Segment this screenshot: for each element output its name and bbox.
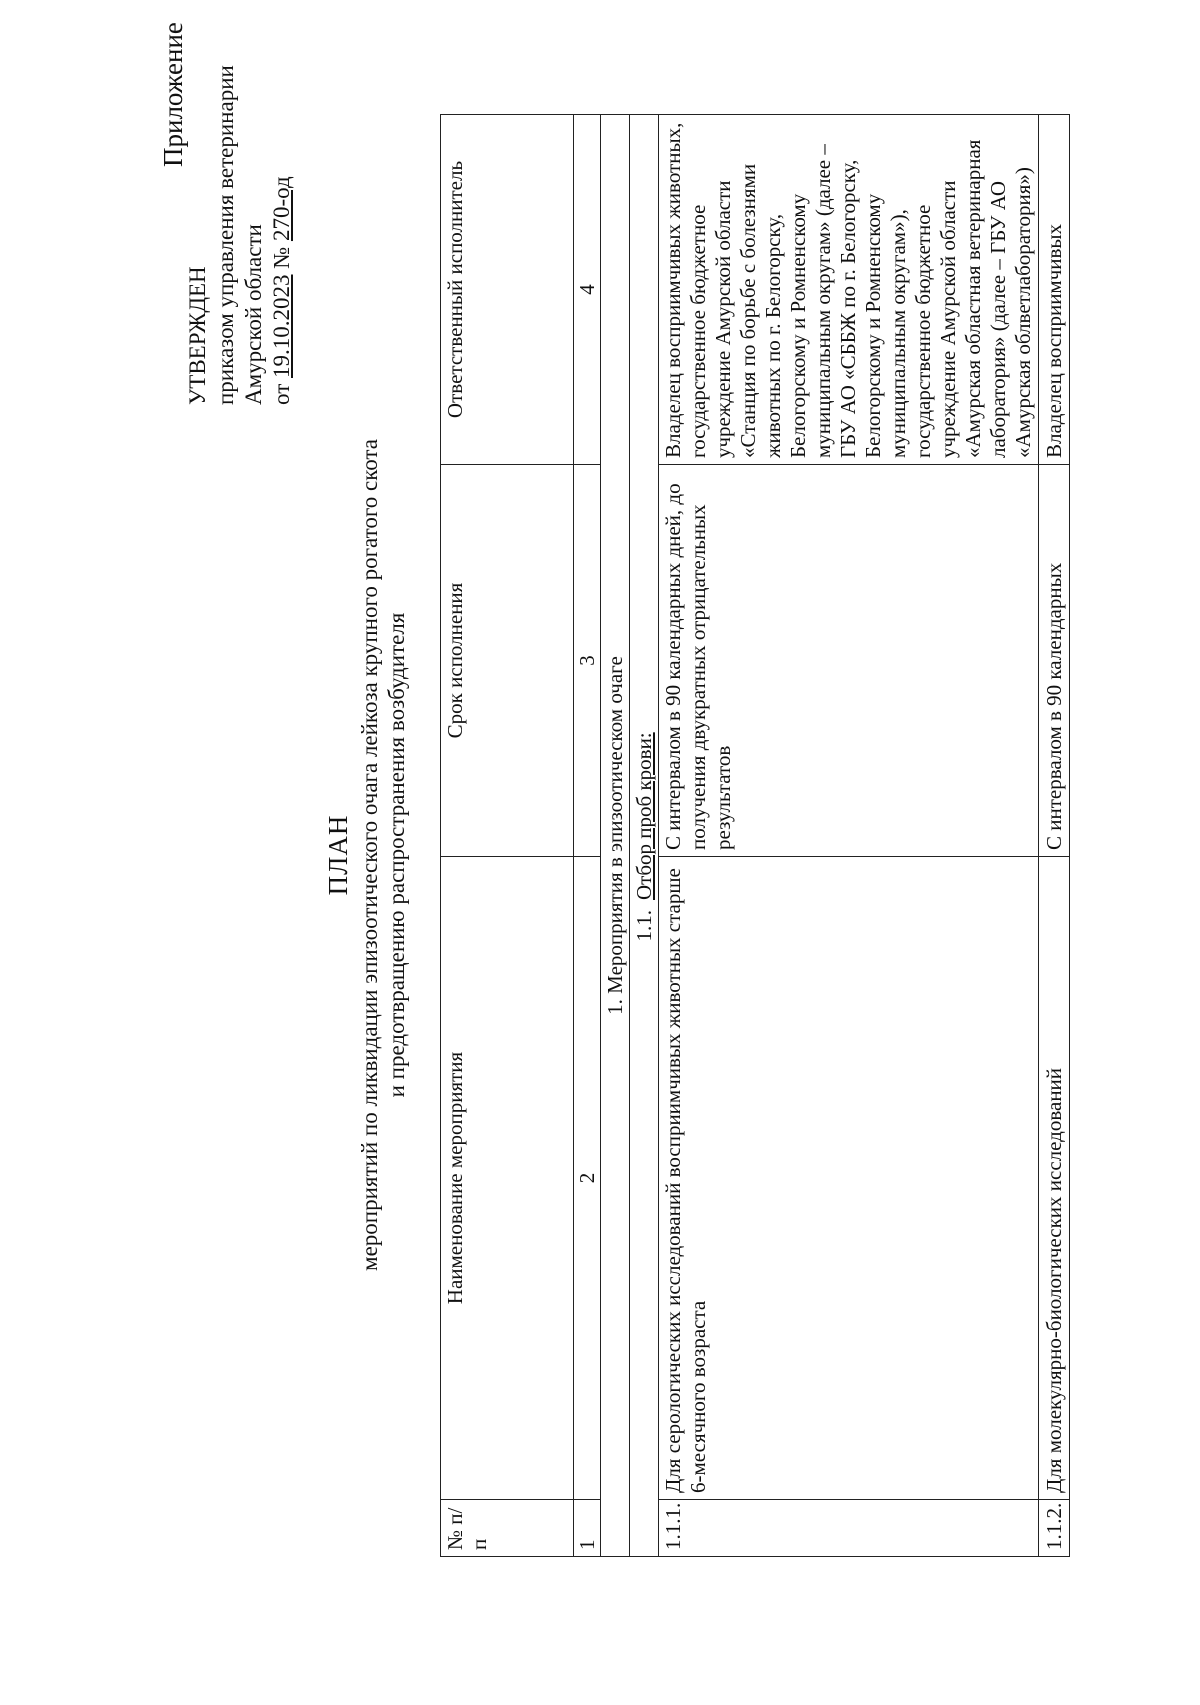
- table-header-row: [441, 115, 574, 1557]
- section-row: [601, 115, 630, 1557]
- row-name: Для серологических исследований восприимчивых животных старше 6-месячного возраста: [659, 857, 1039, 1500]
- title-line-1: мероприятий по ликвидации эпизоотического очага лейкоза крупного рогатого скота: [357, 439, 382, 1271]
- row-responsible: Владелец восприимчивых животных, государственное бюджетное учреждение Амурской области «Станция по борьбе с болезнями животных по г. Белогорску, Белогорскому и Ромненскому муниципальным округам» (далее – ГБУ АО «СББЖ по г. Белогорску, Белогорскому и Ромненскому муниципальным округам»), государственное бюджетное учреждение Амурской области «Амурская областная ветеринарная лаборатория» (далее – ГБУ АО «Амурская облветлаборатория»): [659, 115, 1039, 465]
- order-reference: [268, 65, 296, 405]
- order-date: 19.10.2023: [269, 274, 294, 378]
- subsection-title: Отбор проб крови:: [632, 732, 656, 900]
- approved-line: приказом управления ветеринарии: [213, 65, 238, 405]
- header-responsible: Ответственный исполнитель: [441, 115, 574, 465]
- subsection-row: [630, 115, 659, 1557]
- appendix-label: Приложение: [158, 22, 188, 167]
- approved-line: УТВЕРЖДЕН: [185, 266, 210, 405]
- order-prefix: от: [269, 378, 294, 405]
- row-name: Для молекулярно-биологических исследований: [1039, 857, 1070, 1500]
- index-cell: 3: [574, 465, 601, 857]
- row-term: С интервалом в 90 календарных дней, до получения двукратных отрицательных результатов: [659, 465, 1039, 857]
- title-main: ПЛАН: [323, 814, 353, 896]
- plan-table: [440, 114, 1070, 1557]
- index-cell: 2: [574, 857, 601, 1500]
- header-name: Наименование мероприятия: [441, 857, 574, 1500]
- table-row: [1039, 115, 1070, 1557]
- document-title: [322, 305, 410, 1405]
- order-number-sign: №: [269, 241, 294, 275]
- table-row: [659, 115, 1039, 1557]
- row-number: 1.1.1.: [659, 1500, 1039, 1557]
- row-responsible: Владелец восприимчивых: [1039, 115, 1070, 465]
- header-term: Срок исполнения: [441, 465, 574, 857]
- title-line-2: и предотвращению распространения возбудителя: [384, 612, 409, 1098]
- row-number: 1.1.2.: [1039, 1500, 1070, 1557]
- order-number: 270-од: [269, 176, 294, 242]
- subsection-number: 1.1.: [632, 910, 656, 942]
- approved-line: Амурской области: [241, 224, 266, 405]
- index-cell: 1: [574, 1500, 601, 1557]
- header-num: № п/п: [441, 1500, 574, 1557]
- row-term: С интервалом в 90 календарных: [1039, 465, 1070, 857]
- subsection-cell: [630, 115, 659, 1557]
- approval-stamp-block: [184, 65, 296, 405]
- section-title: 1. Мероприятия в эпизоотическом очаге: [601, 115, 630, 1557]
- index-cell: 4: [574, 115, 601, 465]
- column-index-row: [574, 115, 601, 1557]
